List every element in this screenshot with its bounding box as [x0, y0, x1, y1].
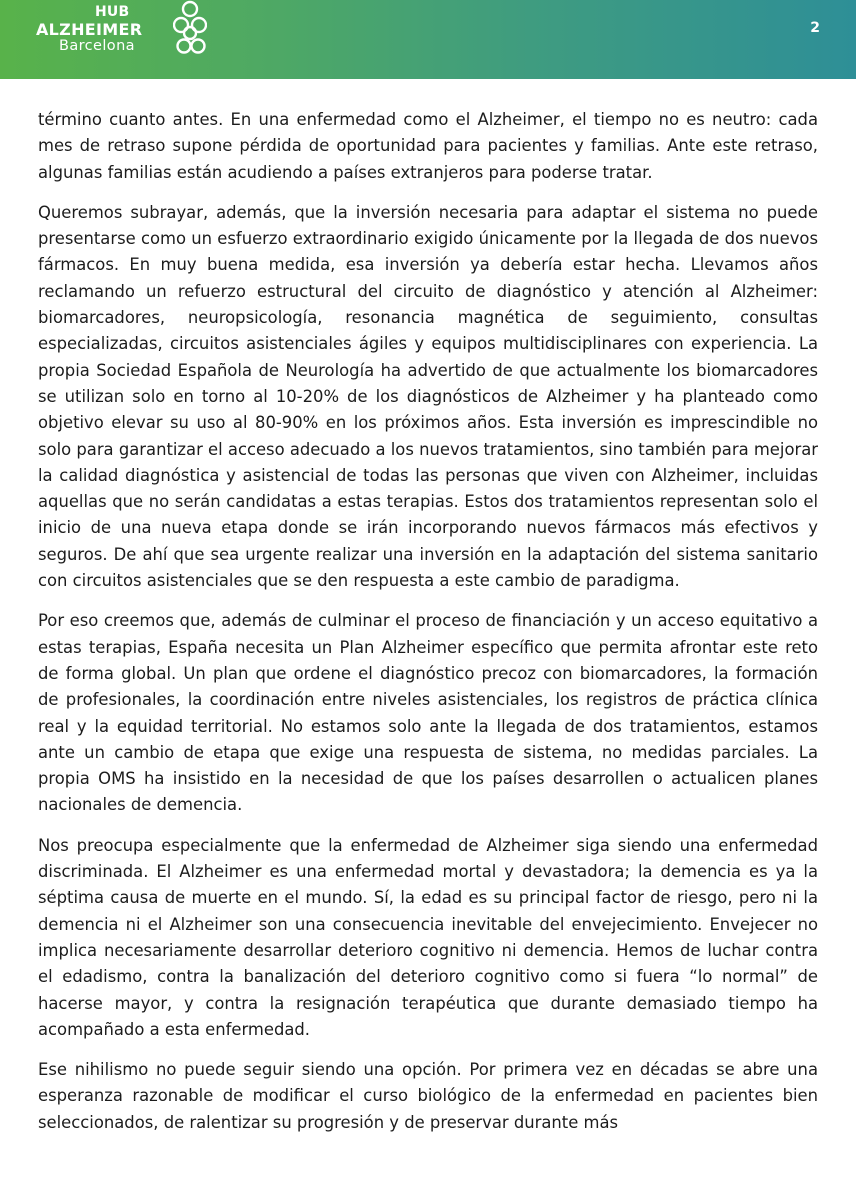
body-paragraph: Por eso creemos que, además de culminar el proceso de financiación y un acceso equitativo a estas terapias, España necesita un Plan Alzheimer específico que permita afrontar este reto de forma global. Un plan que ordene el diagnóstico precoz con biomarcadores, la formación de profesionales, la coordinación entre niveles asistenciales, los registros de práctica clínica real y la equidad territorial. No estamos solo ante la llegada de dos tratamientos, estamos ante un cambio de etapa que exige una respuesta de sistema, no medidas parciales. La propia OMS ha insistido en la necesidad de que los países desarrollen o actualicen planes nacionales de demencia. [38, 611, 818, 815]
logo-text-hub: HUB [95, 4, 130, 20]
page-header [0, 0, 856, 79]
body-paragraph: término cuanto antes. En una enfermedad como el Alzheimer, el tiempo no es neutro: cada mes de retraso supone pérdida de oportunidad para pacientes y familias. Ante este retraso, algunas familias están acudiendo a países extranjeros para poderse tratar. [38, 110, 818, 182]
flower-circles-icon [173, 0, 207, 60]
logo-text-alzheimer: ALZHEIMER [36, 20, 143, 39]
body-paragraph: Queremos subrayar, además, que la inversión necesaria para adaptar el sistema no puede presentarse como un esfuerzo extraordinario exigido únicamente por la llegada de dos nuevos fármacos. En muy buena medida, esa inversión ya debería estar hecha. Llevamos años reclamando un refuerzo estructural del circuito de diagnóstico y atención al Alzheimer: biomarcadores, neuropsicología, resonancia magnética de seguimiento, consultas especializadas, circuitos asistenciales ágiles y equipos multidisciplinares con experiencia. La propia Sociedad Española de Neurología ha advertido de que actualmente los biomarcadores se utilizan solo en torno al 10-20% de los diagnósticos de Alzheimer y ha planteado como objetivo elevar su uso al 80-90% en los próximos años. Esta inversión es imprescindible no solo para garantizar el acceso adecuado a los nuevos tratamientos, sino también para mejorar la calidad diagnóstica y asistencial de todas las personas que viven con Alzheimer, incluidas aquellas que no serán candidatas a estas terapias. Estos dos tratamientos representan solo el inicio de una nueva etapa donde se irán incorporando nuevos fármacos más efectivos y seguros. De ahí que sea urgente realizar una inversión en la adaptación del sistema sanitario con circuitos asistenciales que se den respuesta a este cambio de paradigma. [38, 202, 818, 591]
body-paragraph: Nos preocupa especialmente que la enfermedad de Alzheimer siga siendo una enfermedad discriminada. El Alzheimer es una enfermedad mortal y devastadora; la demencia es ya la séptima causa de muerte en el mundo. Sí, la edad es su principal factor de riesgo, pero ni la demencia ni el Alzheimer son una consecuencia inevitable del envejecimiento. Envejecer no implica necesariamente desarrollar deterioro cognitivo ni demencia. Hemos de luchar contra el edadismo, contra la banalización del deterioro cognitivo como si fuera “lo normal” de hacerse mayor, y contra la resignación terapéutica que durante demasiado tiempo ha acompañado a esta enfermedad. [38, 835, 818, 1039]
body-paragraph: Ese nihilismo no puede seguir siendo una opción. Por primera vez en décadas se abre una esperanza razonable de modificar el curso biológico de la enfermedad en pacientes bien seleccionados, de ralentizar su progresión y de preservar durante más [38, 1060, 818, 1132]
page-number: 2 [810, 20, 820, 36]
document-body [38, 107, 818, 1150]
logo-text-barcelona: Barcelona [59, 38, 135, 54]
